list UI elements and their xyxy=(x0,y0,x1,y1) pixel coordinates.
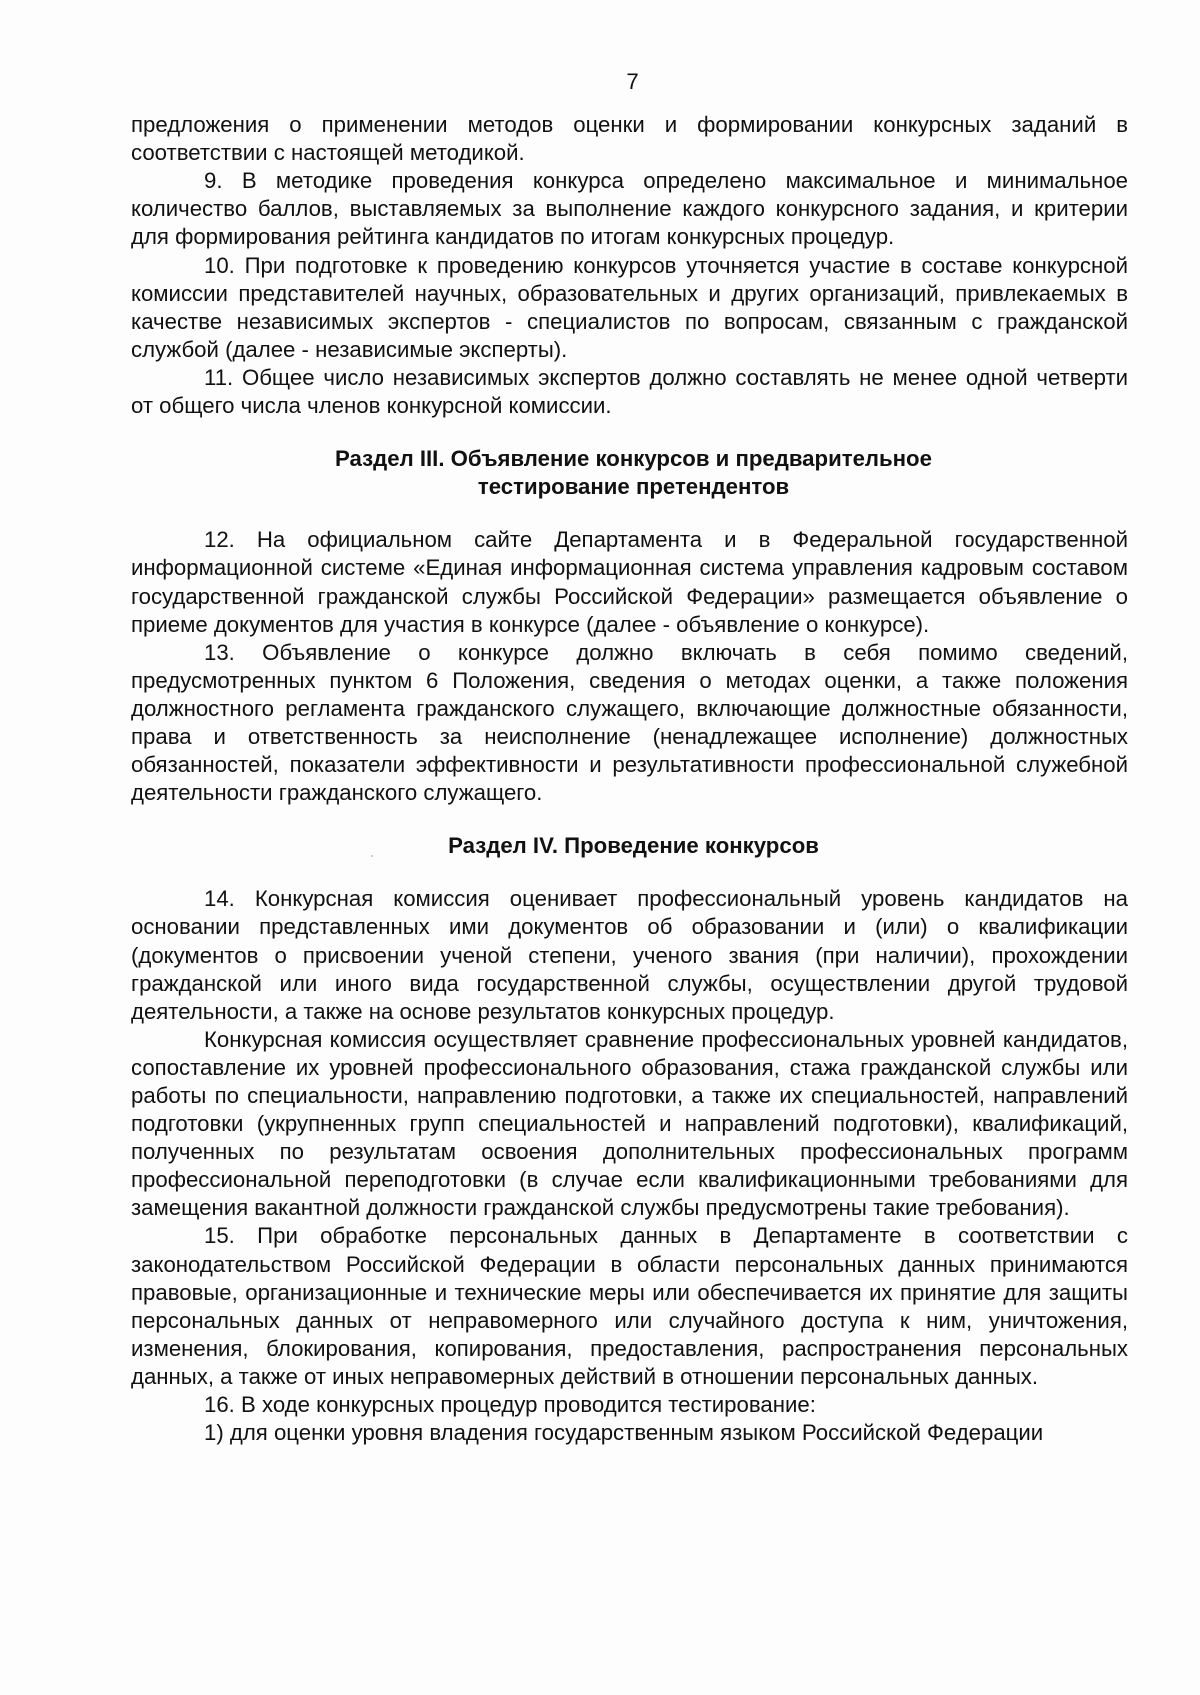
paragraph-15: 15. При обработке персональных данных в Департаменте в соответствии с законодательством Российской Федерации в области персональных данных принимаются правовые, организационные и технические меры или обеспечивается их принятие для защиты персональных данных от неправомерного или случайного доступа к ним, уничтожения, изменения, блокирования, копирования, предоставления, распространения персональных данных, а также от иных неправомерных действий в отношении персональных данных. xyxy=(131,1223,1128,1389)
paragraph-14-continued: Конкурсная комиссия осуществляет сравнение профессиональных уровней кандидатов, сопоставление их уровней профессионального образования, стажа гражданской службы или работы по специальности, направлению подготовки, а также их специальностей, направлений подготовки (укрупненных групп специальностей и направлений подготовки), квалификаций, полученных по результатам освоения дополнительных профессиональных программ профессиональной переподготовки (в случае если квалификационными требованиями для замещения вакантной должности гражданской службы предусмотрены такие требования). xyxy=(131,1026,1128,1221)
section-4-heading: Раздел IV. Проведение конкурсов xyxy=(448,833,819,859)
section-3-heading xyxy=(131,445,1128,501)
section-3-heading-line-2: тестирование претендентов xyxy=(477,474,790,500)
paragraph-9: 9. В методике проведения конкурса определено максимальное и минимальное количество баллов, выставляемых за выполнение каждого конкурсного задания, и критерии для формирования рейтинга кандидатов по итогам конкурсных процедур. xyxy=(131,168,1128,250)
scan-speck xyxy=(371,855,373,857)
page-number: 7 xyxy=(626,69,639,94)
paragraph-13: 13. Объявление о конкурсе должно включать в себя помимо сведений, предусмотренных пунктом 6 Положения, сведения о методах оценки, а также положения должностного регламента гражданского служащего, включающие должностные обязанности, права и ответственность за неисполнение (ненадлежащее исполнение) должностных обязанностей, показатели эффективности и результативности профессиональной служебной деятельности гражданского служащего. xyxy=(131,639,1128,806)
paragraph-16-item-1: 1) для оценки уровня владения государственным языком Российской Федерации xyxy=(204,1420,1044,1446)
paragraph-continuation: предложения о применении методов оценки и формировании конкурсных заданий в соответствии с настоящей методикой. xyxy=(131,112,1128,166)
section-3-heading-line-1: Раздел III. Объявление конкурсов и предварительное xyxy=(335,446,932,472)
paragraph-10: 10. При подготовке к проведению конкурсов уточняется участие в составе конкурсной комиссии представителей научных, образовательных и других организаций, привлекаемых в качестве независимых экспертов - специалистов по вопросам, связанным с гражданской службой (далее - независимые эксперты). xyxy=(131,252,1128,362)
paragraph-11: 11. Общее число независимых экспертов должно составлять не менее одной четверти от общего числа членов конкурсной комиссии. xyxy=(131,364,1128,419)
paragraph-16: 16. В ходе конкурсных процедур проводится тестирование: xyxy=(204,1392,816,1418)
paragraph-14: 14. Конкурсная комиссия оценивает профессиональный уровень кандидатов на основании представленных ими документов об образовании и (или) о квалификации (документов о присвоении ученой степени, ученого звания (при наличии), прохождении гражданской или иного вида государственной службы, осуществлении другой трудовой деятельности, а также на основе результатов конкурсных процедур. xyxy=(131,886,1128,1024)
paragraph-12: 12. На официальном сайте Департамента и в Федеральной государственной информационной системе «Единая информационная система управления кадровым составом государственной гражданской службы Российской Федерации» размещается объявление о приеме документов для участия в конкурсе (далее - объявление о конкурсе). xyxy=(131,527,1128,637)
